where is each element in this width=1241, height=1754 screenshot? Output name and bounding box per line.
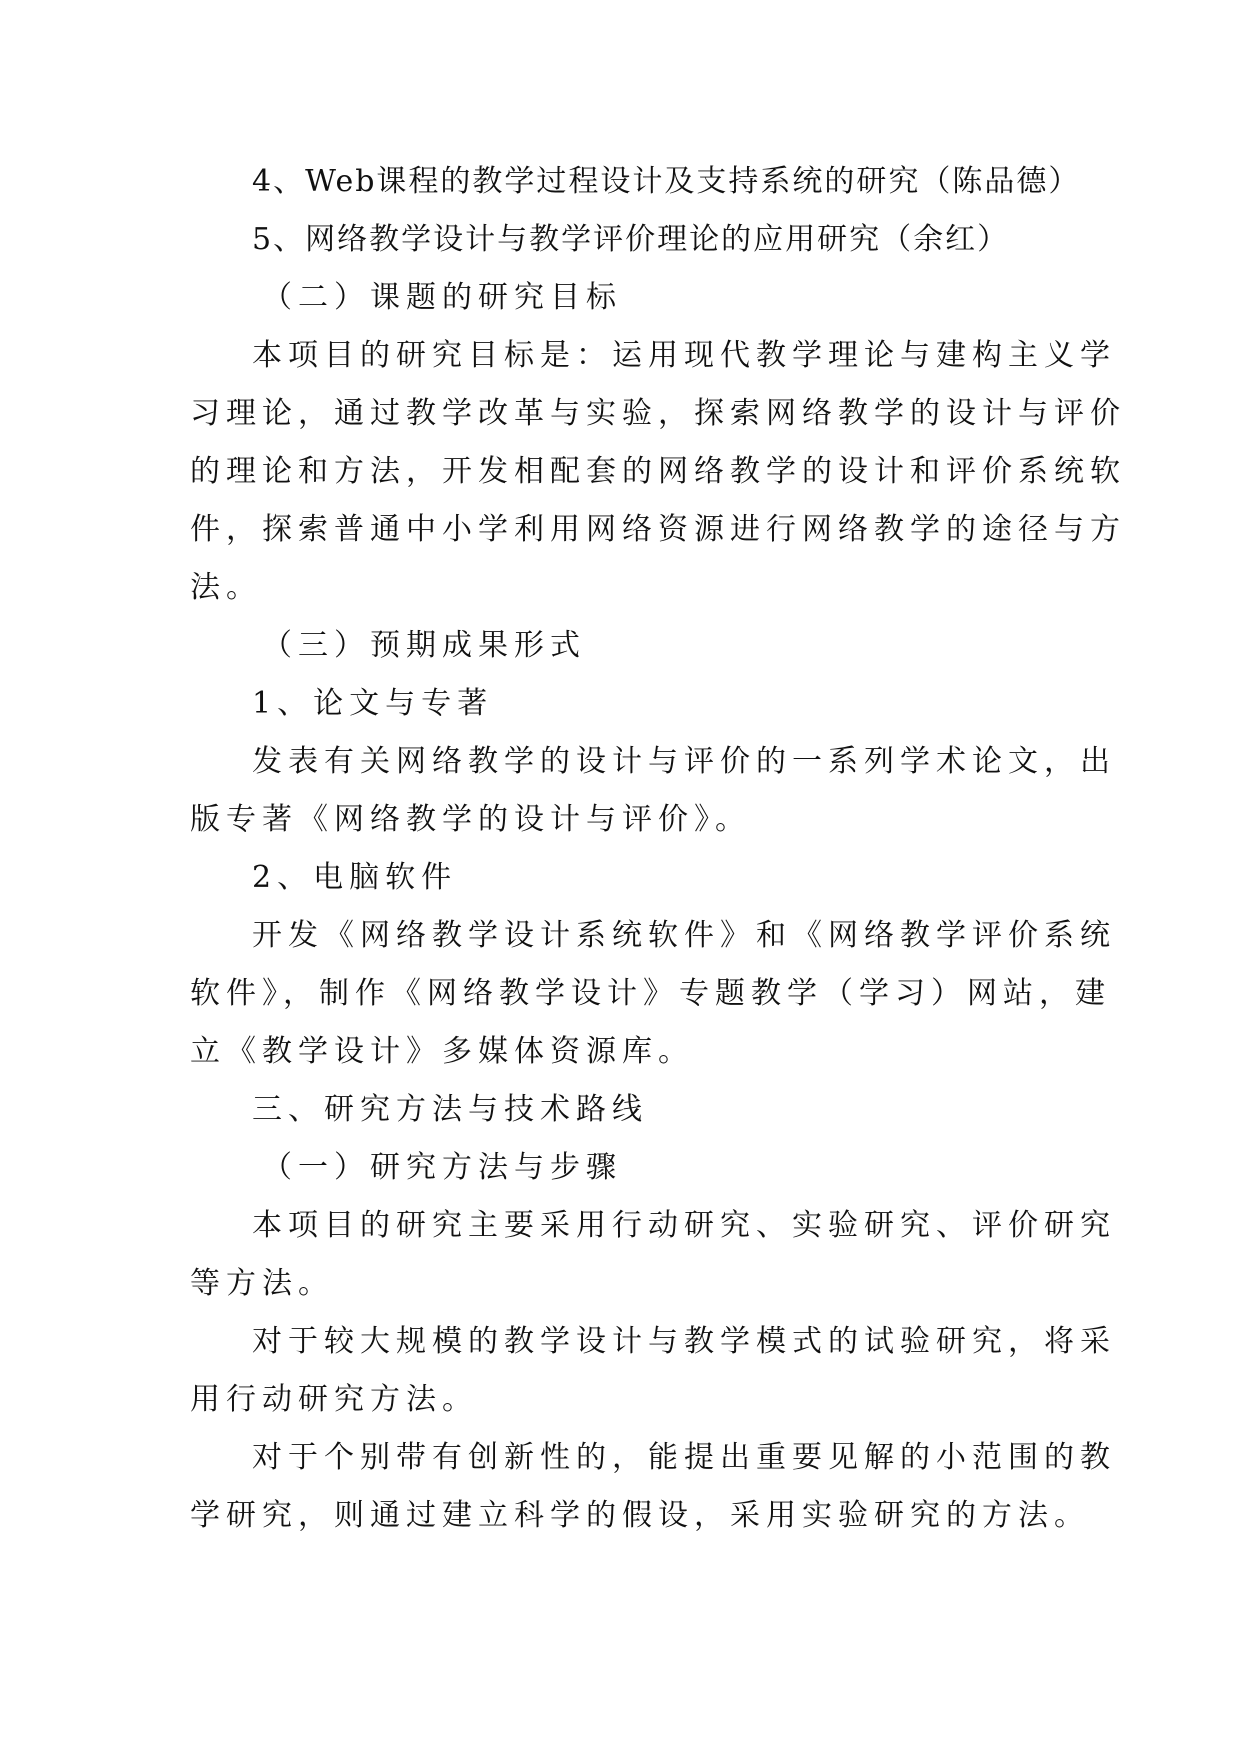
paragraph-action-research-line-2: 用行动研究方法。 [190, 1382, 478, 1417]
paragraph-software-line-1: 开发《网络教学设计系统软件》和《网络教学评价系统 [252, 918, 1116, 953]
subheading-papers: 1、论文与专著 [252, 686, 494, 721]
paragraph-objectives-line-3: 的理论和方法，开发相配套的网络教学的设计和评价系统软 [190, 454, 1126, 489]
section-heading-methods-steps: （一）研究方法与步骤 [262, 1150, 622, 1185]
paragraph-software-line-3: 立《教学设计》多媒体资源库。 [190, 1034, 694, 1069]
paragraph-action-research-line-1: 对于较大规模的教学设计与教学模式的试验研究，将采 [252, 1324, 1116, 1359]
paragraph-software-line-2: 软件》，制作《网络教学设计》专题教学（学习）网站，建 [190, 976, 1111, 1011]
paragraph-papers-line-2: 版专著《网络教学的设计与评价》。 [190, 802, 751, 837]
paragraph-methods-line-1: 本项目的研究主要采用行动研究、实验研究、评价研究 [252, 1208, 1116, 1243]
paragraph-experimental-line-2: 学研究，则通过建立科学的假设，采用实验研究的方法。 [190, 1498, 1090, 1533]
subheading-software: 2、电脑软件 [252, 860, 458, 895]
paragraph-papers-line-1: 发表有关网络教学的设计与评价的一系列学术论文，出 [252, 744, 1116, 779]
paragraph-objectives-line-4: 件，探索普通中小学利用网络资源进行网络教学的途径与方 [190, 512, 1126, 547]
chapter-heading-methods: 三、研究方法与技术路线 [252, 1092, 648, 1127]
document-body [190, 153, 1126, 1545]
paragraph-objectives-line-5: 法。 [190, 570, 262, 605]
section-heading-outcomes: （三）预期成果形式 [262, 628, 586, 663]
paragraph-objectives-line-1: 本项目的研究目标是：运用现代教学理论与建构主义学 [252, 338, 1116, 373]
list-item-5: 5、网络教学设计与教学评价理论的应用研究（余红） [252, 222, 1010, 257]
paragraph-objectives-line-2: 习理论，通过教学改革与实验，探索网络教学的设计与评价 [190, 396, 1126, 431]
paragraph-methods-line-2: 等方法。 [190, 1266, 334, 1301]
paragraph-experimental-line-1: 对于个别带有创新性的，能提出重要见解的小范围的教 [252, 1440, 1116, 1475]
list-item-4: 4、Web课程的教学过程设计及支持系统的研究（陈品德） [252, 164, 1081, 199]
section-heading-objectives: （二）课题的研究目标 [262, 280, 622, 315]
